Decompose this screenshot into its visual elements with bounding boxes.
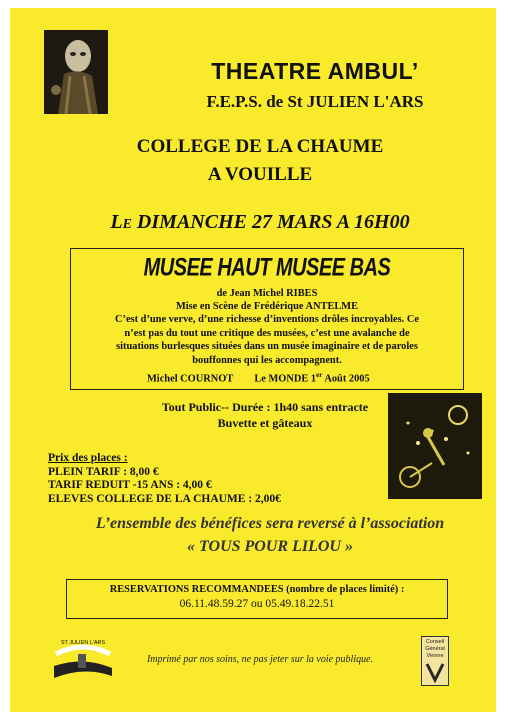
reservation-phones: 06.11.48.59.27 ou 05.49.18.22.51: [179, 598, 335, 610]
circus-illustration: [388, 393, 482, 499]
benefit-statement: L’ensemble des bénéfices sera reversé à l’association: [95, 515, 445, 532]
logo-line: Général: [425, 646, 445, 652]
logo-text: ST JULIEN L'ARS: [60, 640, 106, 646]
price-line: PLEIN TARIF : 8,00 €: [48, 465, 159, 478]
venue-name: COLLEGE DE LA CHAUME: [136, 136, 384, 157]
logo-line: Conseil: [425, 639, 445, 645]
critic-name: Michel COURNOT: [147, 373, 234, 385]
price-line: ELEVES COLLEGE DE LA CHAUME : 2,00€: [48, 492, 281, 505]
price-line: TARIF REDUIT -15 ANS : 4,00 €: [48, 479, 212, 491]
audience-duration: Tout Public-- Durée : 1h40 sans entracte: [161, 400, 369, 414]
price-heading: Prix des places :: [48, 452, 128, 464]
association-name: « TOUS POUR LILOU »: [187, 538, 353, 555]
quote-source: Le MONDE 1: [254, 373, 317, 385]
quote-line: C’est d’une verve, d’une richesse d’inventions drôles incroyables. Ce: [114, 314, 419, 325]
play-description-box: [70, 248, 464, 390]
play-title: MUSEE HAUT MUSEE BAS: [143, 254, 391, 282]
theatre-mask-photo: [44, 30, 108, 114]
conseil-general-logo: [421, 636, 449, 686]
st-julien-logo: [48, 636, 118, 686]
quote-line: situations burlesques situées dans un musée imaginaire et de paroles: [116, 341, 418, 353]
footer-note: Imprimé par nos soins, ne pas jeter sur la voie publique.: [146, 654, 374, 665]
play-author: de Jean Michel RIBES: [216, 288, 318, 299]
critic-quote: [73, 313, 461, 367]
reservation-box: [66, 579, 448, 619]
quote-line: n’est pas du tout une critique des musées, c’est une avalanche de: [124, 327, 410, 339]
organisation-subtitle: F.E.P.S. de St JULIEN L'ARS: [206, 92, 424, 111]
reservation-heading: RESERVATIONS RECOMMANDEES (nombre de places limité) :: [109, 584, 405, 595]
logo-line: Vienne: [426, 653, 444, 659]
refreshments: Buvette et gâteaux: [217, 416, 313, 430]
quote-source-date: Août 2005: [322, 373, 370, 385]
event-date: Le DIMANCHE 27 MARS A 16H00: [110, 211, 410, 233]
quote-line: bouffonnes qui les accompagnent.: [192, 354, 342, 366]
theatre-company-title: THEATRE AMBUL’: [211, 58, 419, 84]
play-director: Mise en Scène de Frédérique ANTELME: [175, 301, 359, 312]
quote-attribution: [147, 369, 447, 386]
poster: [10, 8, 496, 712]
quote-source-sup: er: [316, 371, 323, 379]
price-list: [48, 453, 281, 505]
venue-town: A VOUILLE: [207, 164, 313, 185]
